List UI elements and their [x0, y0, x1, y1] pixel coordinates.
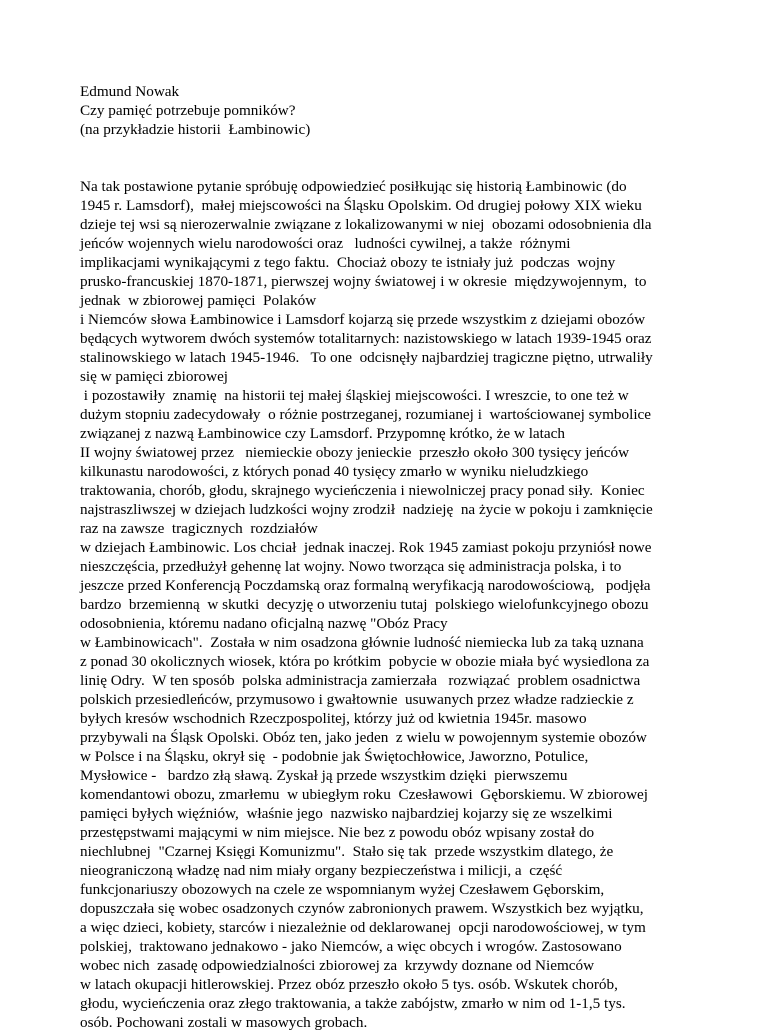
body-text-line: się w pamięci zbiorowej: [80, 368, 229, 385]
body-text-line: nieszczęścia, przedłużył gehennę lat wojny. Nowo tworząca się administracja polska, i to: [80, 558, 622, 575]
body-text-line: raz na zawsze tragicznych rozdziałów: [80, 520, 318, 537]
body-text-line: w dziejach Łambinowic. Los chciał jednak inaczej. Rok 1945 zamiast pokoju przyniósł nowe: [80, 539, 652, 556]
body-text-line: Mysłowice - bardzo złą sławą. Zyskał ją przede wszystkim dzięki pierwszemu: [80, 767, 568, 784]
body-text-line: a więc dzieci, kobiety, starców i niezależnie od deklarowanej opcji narodowościowej, w tym: [80, 919, 646, 936]
body-text-line: Na tak postawione pytanie spróbuję odpowiedzieć posiłkując się historią Łambinowic (do: [80, 178, 627, 195]
body-text-line: dzieje tej wsi są nierozerwalnie związane z lokalizowanymi w niej obozami odosobnienia dla: [80, 216, 652, 233]
body-text-line: polskiej, traktowano jednakowo - jako Niemców, a więc obcych i wrogów. Zastosowano: [80, 938, 622, 955]
body-text-line: głodu, wycieńczenia oraz złego traktowania, a także zabójstw, zmarło w nim od 1-1,5 tys.: [80, 995, 626, 1012]
body-text-line: prusko-francuskiej 1870-1871, pierwszej wojny światowej i w okresie międzywojennym, to: [80, 273, 647, 290]
body-text-line: komendantowi obozu, zmarłemu w ubiegłym roku Czesławowi Gęborskiemu. W zbiorowej: [80, 786, 649, 803]
body-text-line: traktowania, chorób, głodu, skrajnego wycieńczenia i niewolniczej pracy ponad siły. Koniec: [80, 482, 645, 499]
body-text-line: polskich przesiedleńców, przymusowo i gwałtownie usuwanych przez władze radzieckie z: [80, 691, 634, 708]
body-text-line: dużym stopniu zadecydowały o różnie postrzeganej, rozumianej i wartościowanej symbolice: [80, 406, 652, 423]
body-text-line: jednak w zbiorowej pamięci Polaków: [80, 292, 317, 309]
body-text-line: II wojny światowej przez niemieckie obozy jenieckie przeszło około 300 tysięcy jeńców: [80, 444, 630, 461]
body-text-line: implikacjami wynikającymi z tego faktu. Chociaż obozy te istniały już podczas wojny: [80, 254, 616, 271]
body-text-line: przestępstwami mającymi w nim miejsce. Nie bez z powodu obóz wpisany został do: [80, 824, 595, 841]
body-text-line: linię Odry. W ten sposób polska administracja zamierzała rozwiązać problem osadnictwa: [80, 672, 641, 689]
document-subtitle: (na przykładzie historii Łambinowic): [80, 121, 311, 138]
body-text-line: z ponad 30 okolicznych wiosek, która po krótkim pobycie w obozie miała być wysiedlona za: [80, 653, 650, 670]
document-title: Czy pamięć potrzebuje pomników?: [80, 102, 296, 119]
body-text-line: pamięci byłych więźniów, właśnie jego nazwisko najbardziej kojarzy się ze wszelkimi: [80, 805, 613, 822]
body-text-line: i pozostawiły znamię na historii tej małej śląskiej miejscowości. I wreszcie, to one też w: [80, 387, 629, 404]
body-text-line: byłych kresów wschodnich Rzeczpospolitej, którzy już od kwietnia 1945r. masowo: [80, 710, 587, 727]
body-text-line: w Łambinowicach". Została w nim osadzona głównie ludność niemiecka lub za taką uznana: [80, 634, 644, 651]
body-text-line: bardzo brzemienną w skutki decyzję o utworzeniu tutaj polskiego wielofunkcyjnego obozu: [80, 596, 649, 613]
body-text-line: funkcjonariuszy obozowych na czele ze wspomnianym wyżej Czesławem Gęborskim,: [80, 881, 605, 898]
body-text-line: 1945 r. Lamsdorf), małej miejscowości na Śląsku Opolskim. Od drugiej połowy XIX wieku: [80, 197, 642, 214]
body-text-line: w Polsce i na Śląsku, okrył się - podobnie jak Świętochłowice, Jaworzno, Potulice,: [80, 748, 589, 765]
body-text-line: dopuszczała się wobec osadzonych czynów zabronionych prawem. Wszystkich bez wyjątku,: [80, 900, 644, 917]
body-text-line: stalinowskiego w latach 1945-1946. To one odcisnęły najbardziej tragiczne piętno, utrwaliły: [80, 349, 653, 366]
body-text-line: najstraszliwszej w dziejach ludzkości wojny zrodził nadzieję na życie w pokoju i zamknięcie: [80, 501, 653, 518]
body-text-line: niechlubnej "Czarnej Księgi Komunizmu". Stało się tak przede wszystkim dlatego, że: [80, 843, 614, 860]
body-text-line: jeńców wojennych wielu narodowości oraz ludności cywilnej, a także różnymi: [80, 235, 571, 252]
body-text-line: kilkunastu narodowości, z których ponad 40 tysięcy zmarło w wyniku nieludzkiego: [80, 463, 589, 480]
body-text-line: osób. Pochowani zostali w masowych grobach.: [80, 1014, 368, 1031]
body-text-line: nieograniczoną władzę nad nim miały organy bezpieczeństwa i milicji, a część: [80, 862, 563, 879]
body-text-line: związanej z nazwą Łambinowice czy Lamsdorf. Przypomnę krótko, że w latach: [80, 425, 565, 442]
document-body: [80, 177, 653, 1032]
document-header: [80, 82, 310, 139]
body-text-line: jeszcze przed Konferencją Poczdamską oraz formalną weryfikacją narodowościową, podjęła: [80, 577, 651, 594]
body-text-line: i Niemców słowa Łambinowice i Lamsdorf kojarzą się przede wszystkim z dziejami obozów: [80, 311, 646, 328]
body-text-line: wobec nich zasadę odpowiedzialności zbiorowej za krzywdy doznane od Niemców: [80, 957, 595, 974]
body-text-line: w latach okupacji hitlerowskiej. Przez obóz przeszło około 5 tys. osób. Wskutek chorób,: [80, 976, 618, 993]
body-text-line: odosobnienia, któremu nadano oficjalną nazwę "Obóz Pracy: [80, 615, 448, 632]
author-name: Edmund Nowak: [80, 83, 180, 100]
body-text-line: będących wytworem dwóch systemów totalitarnych: nazistowskiego w latach 1939-1945 oraz: [80, 330, 652, 347]
body-text-line: przybywali na Śląsk Opolski. Obóz ten, jako jeden z wielu w powojennym systemie obozów: [80, 729, 647, 746]
